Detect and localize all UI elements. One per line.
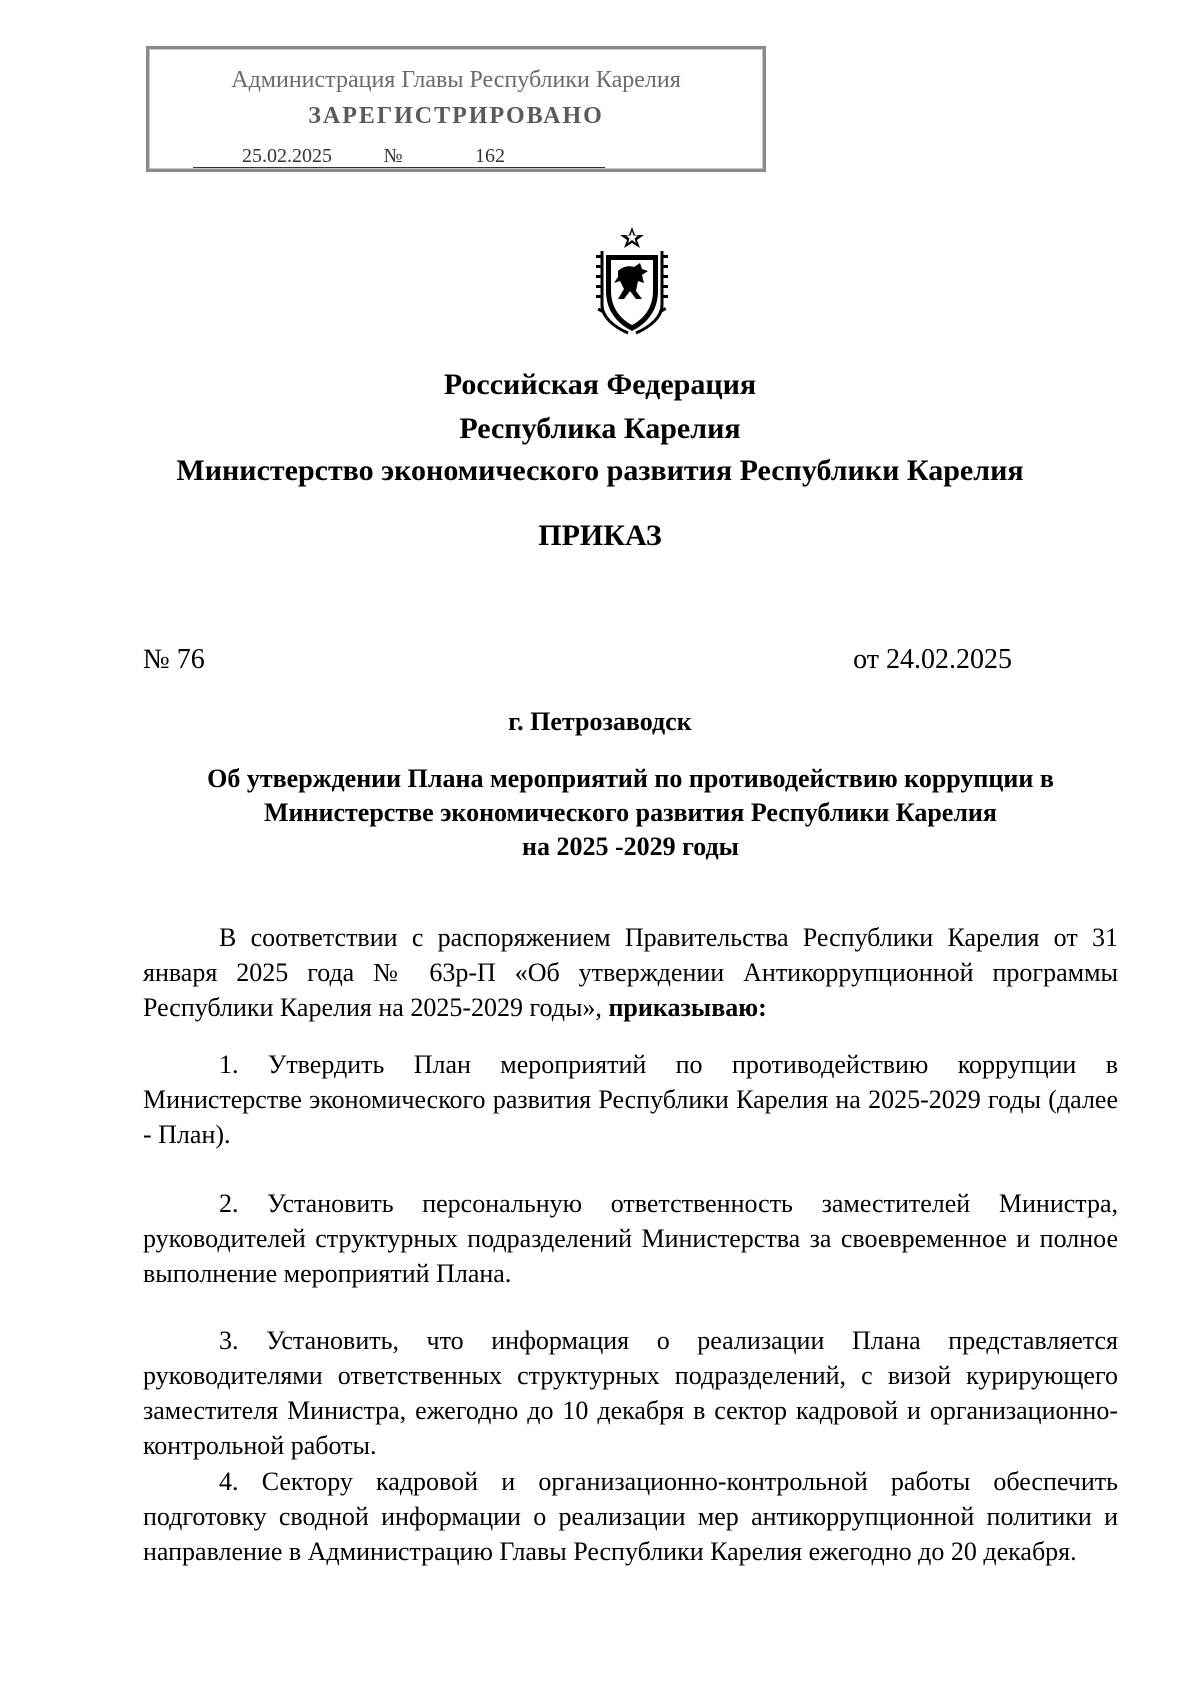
stamp-registration-line <box>193 145 605 168</box>
stamp-number-value: 162 <box>475 145 505 167</box>
document-number: № 76 <box>143 644 205 675</box>
subject-line: Об утверждении Плана мероприятий по противодействию коррупции в <box>207 764 1054 793</box>
order-item: 3. Установить, что информация о реализации Плана представляется руководителями ответственных структурных подразделений, с визой курирующего заместителя Министра, ежегодно до 10 декабря в сектор кадровой и организационно-контрольной работы. <box>143 1326 1118 1460</box>
order-item: 1. Утвердить План мероприятий по противодействию коррупции в Министерстве экономического развития Республики Карелия на 2025-2029 годы (далее - План). <box>143 1050 1118 1149</box>
order-item: 4. Сектору кадровой и организационно-контрольной работы обеспечить подготовку сводной информации о реализации мер антикоррупционной политики и направление в Администрацию Главы Республики Карелия ежегодно до 20 декабря. <box>143 1467 1118 1566</box>
intro-text: В соответствии с распоряжением Правительства Республики Карелия от 31 января 2025 года № 63р-П «Об утверждении Антикоррупционной программы Республики Карелия на 2025-2029 годы», <box>143 923 1118 1022</box>
header-ministry: Министерство экономического развития Республики Карелия <box>176 454 1024 487</box>
header-country: Российская Федерация <box>443 368 757 401</box>
subject-line: на 2025 -2029 годы <box>521 832 739 861</box>
stamp-title: ЗАРЕГИСТРИРОВАНО <box>308 103 604 129</box>
document-city: г. Петрозаводск <box>508 707 692 736</box>
intro-directive: приказываю: <box>608 993 767 1022</box>
intro-paragraph <box>143 920 1118 1025</box>
order-item: 2. Установить персональную ответственность заместителей Министра, руководителей структурных подразделений Министерства за своевременное и полное выполнение мероприятий Плана. <box>143 1189 1118 1288</box>
registration-stamp <box>146 46 766 172</box>
stamp-number <box>405 145 605 168</box>
stamp-number-label: № <box>381 145 405 168</box>
karelia-coat-of-arms-icon <box>584 225 680 337</box>
stamp-organization: Администрация Главы Республики Карелия <box>231 67 681 93</box>
stamp-date: 25.02.2025 <box>193 145 381 168</box>
document-subject <box>143 762 1118 864</box>
document-type: ПРИКАЗ <box>538 519 662 552</box>
document-date: от 24.02.2025 <box>853 644 1012 675</box>
header-republic: Республика Карелия <box>459 412 741 445</box>
subject-line: Министерстве экономического развития Республики Карелия <box>264 798 997 827</box>
